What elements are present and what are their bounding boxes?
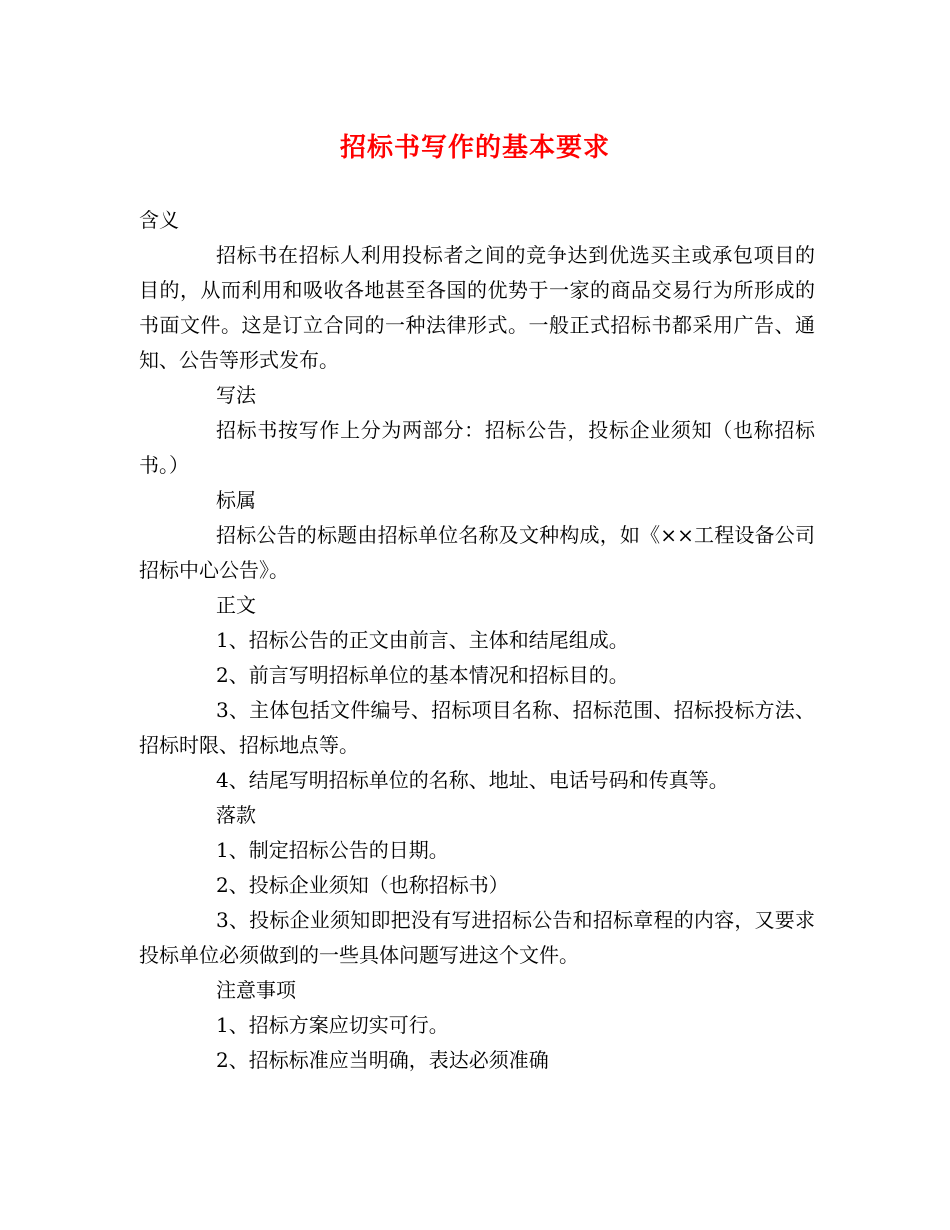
paragraph-meaning: 招标书在招标人利用投标者之间的竞争达到优选买主或承包项目的目的，从而利用和吸收各地甚至各国的优势于一家的商品交易行为所形成的书面文件。这是订立合同的一种法律形式。一般正式招标书都采用广告、通知、公告等形式发布。 [139, 243, 815, 372]
section-heading-title: 标属 [216, 488, 256, 512]
section-heading-notes: 注意事项 [216, 978, 296, 1002]
list-item: 2、投标企业须知（也称招标书） [216, 873, 509, 897]
document-body [139, 203, 815, 1078]
section-heading-main-text: 正文 [216, 593, 256, 617]
list-item: 1、招标公告的正文由前言、主体和结尾组成。 [216, 628, 629, 652]
section-heading-meaning: 含义 [139, 208, 179, 232]
document-title: 招标书写作的基本要求 [339, 133, 610, 163]
list-item: 2、前言写明招标单位的基本情况和招标目的。 [216, 663, 629, 687]
list-item: 2、招标标准应当明确，表达必须准确 [216, 1048, 549, 1072]
section-heading-signature: 落款 [216, 803, 256, 827]
paragraph-writing: 招标书按写作上分为两部分：招标公告，投标企业须知（也称招标书。） [139, 418, 815, 477]
list-item: 4、结尾写明招标单位的名称、地址、电话号码和传真等。 [216, 768, 729, 792]
paragraph-title: 招标公告的标题由招标单位名称及文种构成，如《××工程设备公司招标中心公告》。 [139, 523, 815, 582]
list-item: 1、制定招标公告的日期。 [216, 838, 449, 862]
section-heading-writing: 写法 [216, 383, 256, 407]
list-item: 3、主体包括文件编号、招标项目名称、招标范围、招标投标方法、招标时限、招标地点等。 [139, 698, 815, 757]
list-item: 1、招标方案应切实可行。 [216, 1013, 449, 1037]
list-item: 3、投标企业须知即把没有写进招标公告和招标章程的内容，又要求投标单位必须做到的一些具体问题写进这个文件。 [139, 908, 815, 967]
